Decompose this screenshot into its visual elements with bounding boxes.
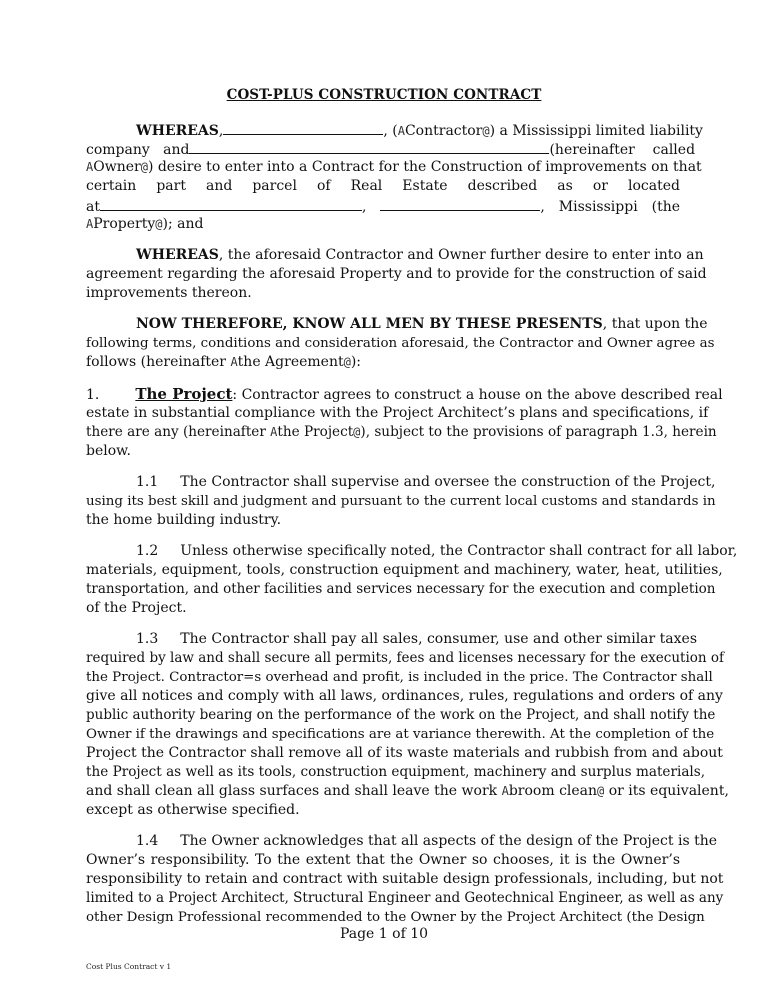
text-line: Owner’s responsibility. To the extent that the Owner so chooses, it is the Owner’s bbox=[86, 852, 680, 868]
text-line: at , , Mississippi (the bbox=[86, 196, 680, 217]
text-line: 1. The Project: Contractor agrees to construct a house on the above described real bbox=[86, 385, 723, 403]
text-line: required by law and shall secure all permits, fees and licenses necessary for the execution of bbox=[86, 650, 725, 666]
text-line: 1.3 The Contractor shall pay all sales, consumer, use and other similar taxes bbox=[136, 631, 698, 647]
footer-text: Cost Plus Contract v 1 bbox=[86, 962, 172, 971]
text-line: following terms, conditions and consideration aforesaid, the Contractor and Owner agree as bbox=[86, 336, 715, 351]
text-line: certain part and parcel of Real Estate described as or located bbox=[86, 178, 680, 194]
text-line: Project the Contractor shall remove all of its waste materials and rubbish from and about bbox=[86, 745, 723, 761]
text-line: the home building industry. bbox=[86, 512, 282, 528]
text-line: estate in substantial compliance with the Project Architect’s plans and specifications, if bbox=[86, 405, 709, 421]
text-line: materials, equipment, tools, construction equipment and machinery, water, heat, utilities, bbox=[86, 562, 723, 578]
text-line: public authority bearing on the performance of the work on the Project, and shall notify the bbox=[86, 707, 716, 723]
document-title: COST-PLUS CONSTRUCTION CONTRACT bbox=[226, 87, 542, 103]
text-line: and shall clean all glass surfaces and shall leave the work Abroom clean@ or its equivalent, bbox=[86, 783, 729, 799]
text-line: the Project. Contractor=s overhead and profit, is included in the price. The Contractor shall bbox=[86, 670, 713, 685]
text-line: except as otherwise specified. bbox=[86, 802, 300, 818]
text-line: give all notices and comply with all laws, ordinances, rules, regulations and orders of any bbox=[86, 688, 723, 704]
text-line: responsibility to retain and contract with suitable design professionals, including, but not bbox=[86, 871, 724, 887]
text-line: improvements thereon. bbox=[86, 285, 252, 301]
text-line: AOwner@) desire to enter into a Contract for the Construction of improvements on that bbox=[86, 159, 702, 175]
text-line: company and (hereinafter called bbox=[86, 139, 680, 160]
text-line: WHEREAS, the aforesaid Contractor and Owner further desire to enter into an bbox=[136, 247, 704, 263]
text-line: using its best skill and judgment and pursuant to the current local customs and standards in bbox=[86, 494, 716, 509]
text-line: transportation, and other facilities and services necessary for the execution and completion bbox=[86, 581, 716, 597]
text-line: there are any (hereinafter Athe Project@), subject to the provisions of paragraph 1.3, herein bbox=[86, 424, 717, 440]
text-line: NOW THEREFORE, KNOW ALL MEN BY THESE PRESENTS, that upon the bbox=[136, 316, 708, 332]
text-line: 1.1 The Contractor shall supervise and oversee the construction of the Project, bbox=[136, 474, 716, 490]
text-line: Owner if the drawings and specifications are at variance therewith. At the completion of the bbox=[86, 727, 715, 742]
text-line: AProperty@); and bbox=[86, 216, 204, 232]
text-line: of the Project. bbox=[86, 600, 187, 616]
text-line: below. bbox=[86, 443, 131, 459]
text-line: 1.2 Unless otherwise specifically noted, the Contractor shall contract for all labor, bbox=[136, 543, 738, 559]
text-line: WHEREAS, , (AContractor@) a Mississippi limited liability bbox=[86, 120, 680, 141]
text-line: other Design Professional recommended to the Owner by the Project Architect (the Design bbox=[86, 910, 705, 925]
text-line: the Project as well as its tools, construction equipment, machinery and surplus materials, bbox=[86, 764, 706, 780]
text-line: limited to a Project Architect, Structural Engineer and Geotechnical Engineer, as well as any bbox=[86, 890, 724, 906]
page-number: Page 1 of 10 bbox=[339, 926, 429, 942]
text-line: 1.4 The Owner acknowledges that all aspects of the design of the Project is the bbox=[136, 833, 718, 849]
text-line: follows (hereinafter Athe Agreement@): bbox=[86, 354, 362, 370]
text-line: agreement regarding the aforesaid Property and to provide for the construction of said bbox=[86, 266, 707, 282]
